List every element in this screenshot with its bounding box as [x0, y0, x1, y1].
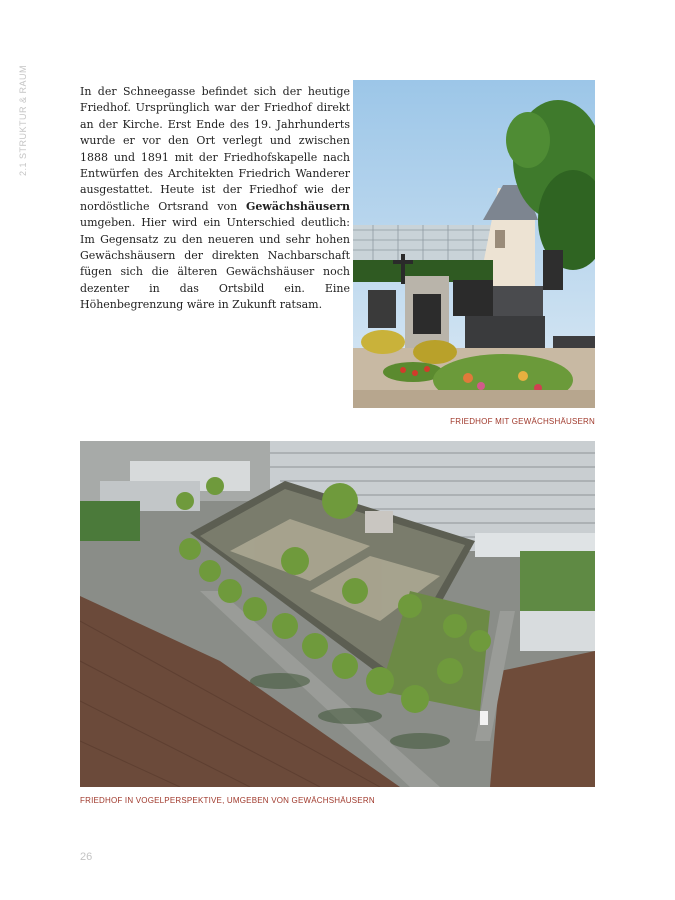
top-photo-caption: FRIEDHOF MIT GEWÄCHSHÄUSERN: [450, 417, 595, 426]
body-text-part1: In der Schneegasse befindet sich der heutige Friedhof. Ursprünglich war der Friedhof direkt an der Kirche. Erst Ende des 19. Jahrhunderts wurde er vor den Ort verlegt und zwischen 1888 und 1891 mit der Friedhofskapelle nach Entwürfen des Architekten Friedrich Wanderer ausgestattet. Heute ist der Friedhof wie der nordöstliche Ortsrand von: [80, 85, 350, 213]
body-text-bold: Gewächshäusern: [246, 199, 350, 213]
aerial-photo: [80, 441, 595, 787]
page-number: 26: [80, 851, 93, 863]
chapter-side-label: [14, 64, 34, 180]
cemetery-photo: [353, 80, 595, 408]
body-paragraph: [80, 84, 350, 314]
aerial-photo-caption: FRIEDHOF IN VOGELPERSPEKTIVE, UMGEBEN VON GEWÄCHSHÄUSERN: [80, 796, 375, 805]
body-text-part2: umgeben. Hier wird ein Unterschied deutlich: Im Gegensatz zu den neueren und sehr hohen Gewächshäusern der direkten Nachbarschaft fügen sich die älteren Gewächshäuser noch dezenter in das Ortsbild ein. Eine Höhenbegrenzung wäre in Zukunft ratsam.: [80, 216, 350, 312]
chapter-label-text: 2.1 STRUKTUR & RAUM: [18, 64, 28, 176]
